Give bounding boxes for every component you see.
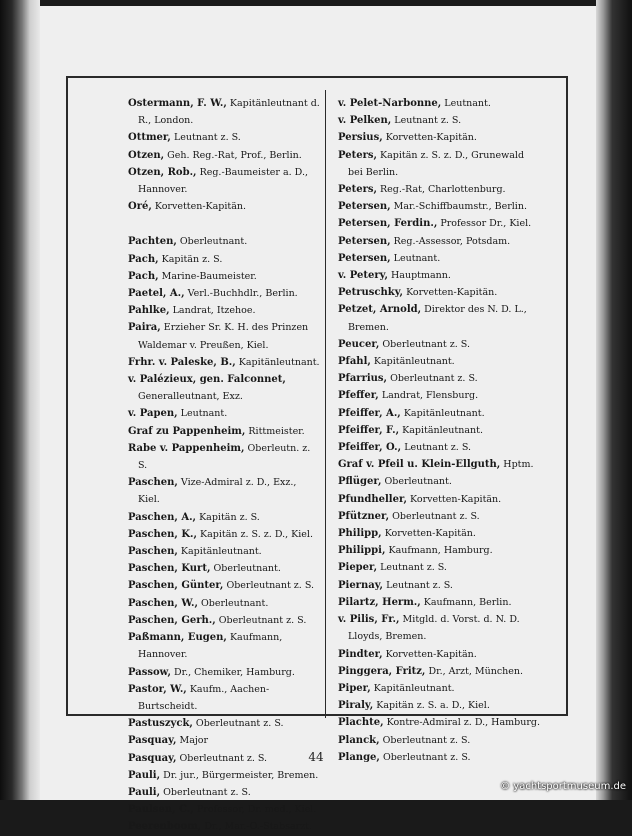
member-name: Peerenboom, [128, 821, 202, 833]
list-item [338, 112, 540, 129]
list-item [128, 664, 321, 681]
member-description: Verl.-Buchhdlr., Berlin. [187, 288, 298, 300]
member-description: Hptm. [503, 459, 534, 471]
member-description: Oberleutnant z. S. [179, 752, 268, 764]
list-item [128, 251, 321, 268]
member-name: Paschen, Kurt, [128, 563, 211, 575]
member-name: Graf v. Pfeil u. Klein-Ellguth, [338, 459, 501, 471]
list-item [338, 301, 540, 335]
member-description: Dr., Mar.-O.-Stabsarzt. [204, 821, 313, 833]
list-item [338, 267, 540, 284]
list-item [338, 456, 540, 473]
member-name: Pfeiffer, F., [338, 424, 400, 436]
member-description: Landrat, Itzehoe. [172, 305, 256, 317]
list-item [338, 732, 540, 749]
member-name: Paschen, Günter, [128, 580, 224, 592]
list-item [338, 697, 540, 714]
member-description: Leutnant z. S. [394, 115, 462, 127]
member-description: Leutnant z. S. [380, 562, 447, 574]
member-name: Piernay, [338, 579, 384, 591]
list-item [128, 818, 321, 835]
member-name: Pfeiffer, A., [338, 407, 401, 419]
member-name: v. Palézieux, gen. Falconnet, [128, 374, 286, 386]
list-item [128, 715, 321, 732]
list-item [338, 542, 540, 559]
list-item [128, 129, 321, 146]
member-name: Paschen, Gerh., [128, 614, 216, 626]
member-name: Otzen, Rob., [128, 166, 197, 178]
member-name: Paschen, [128, 546, 178, 558]
list-item [338, 95, 540, 112]
book-edge-right [596, 0, 632, 800]
list-item [128, 612, 321, 629]
list-item [128, 577, 321, 594]
member-description: Marine-Baumeister. [161, 270, 257, 282]
member-name: Pfeffer, [338, 390, 379, 402]
member-name: Petersen, [338, 201, 391, 213]
member-name: Paschen, W., [128, 597, 198, 609]
list-item [338, 387, 540, 404]
member-name: Pindter, [338, 648, 383, 660]
member-description: Oberleutnant z. S. [390, 373, 478, 385]
member-description: Kaufmann, Hamburg. [388, 545, 493, 557]
member-description: Leutnant. [444, 98, 491, 109]
member-description: Korvetten-Kapitän. [385, 648, 477, 660]
member-name: Pauli, [128, 786, 161, 798]
member-description: Vize-Admiral z. D., Exz., Kiel. [138, 477, 297, 506]
member-name: Pinggera, Fritz, [338, 665, 426, 677]
member-name: v. Pelet-Narbonne, [338, 98, 442, 109]
list-item [338, 250, 540, 267]
member-description: Dr., Arzt, München. [428, 665, 524, 677]
member-description: Erzieher Sr. K. H. des Prinzen Waldemar v. Preußen, Kiel. [138, 322, 309, 351]
member-description: Kapitän z. S. a. D., Kiel. [376, 700, 490, 712]
list-item [128, 543, 321, 560]
member-description: Oberleutnant z. S. [163, 786, 251, 798]
member-name: Philipp, [338, 528, 382, 540]
member-description: Hauptmann. [391, 270, 451, 282]
list-item [338, 353, 540, 370]
member-description: Kapitänleutnant. [402, 424, 483, 436]
member-description: Reg.-Assessor, Potsdam. [393, 235, 511, 247]
list-item [128, 285, 321, 302]
member-name: Ostermann, F. W., [128, 98, 227, 109]
member-name: Pasquay, [128, 735, 177, 747]
member-name: Pfundheller, [338, 493, 407, 505]
member-name: Plachte, [338, 717, 384, 729]
member-description: Oberleutnant. [213, 563, 281, 575]
member-name: Pauli, [128, 769, 161, 781]
member-name: Persius, [338, 132, 383, 144]
member-name: Plange, [338, 751, 380, 763]
member-description: Professor Dr., Kiel. [440, 218, 532, 230]
member-name: Pasquay, [128, 752, 177, 764]
list-item [128, 164, 321, 198]
list-item [338, 714, 540, 731]
column-divider [325, 90, 326, 718]
member-description: Kapitänleutnant. [373, 682, 455, 694]
member-description: Korvetten-Kapitän. [384, 528, 476, 540]
member-name: Pahlke, [128, 305, 170, 317]
list-item [128, 560, 321, 577]
member-description: Oberleutnant z. S. [382, 734, 471, 746]
member-name: Paschen, A., [128, 511, 197, 523]
member-name: Petersen, [338, 235, 391, 247]
member-name: Pfarrius, [338, 373, 388, 385]
member-description: Mitgld. d. Vorst. d. N. D. Lloyds, Bremen. [348, 614, 520, 643]
list-item [128, 767, 321, 784]
member-description: Kaufmann, Berlin. [423, 596, 512, 608]
list-item [128, 405, 321, 422]
member-description: Landrat, Flensburg. [381, 390, 479, 402]
member-name: Paira, [128, 322, 161, 334]
member-description: Kapitänleutnant. [180, 546, 262, 558]
member-description: Dr., Chemiker, Hamburg. [173, 666, 295, 678]
list-item [128, 595, 321, 612]
member-description: Kapitänleutnant. [373, 356, 455, 368]
member-description: Korvetten-Kapitän. [385, 132, 477, 144]
list-item [128, 319, 321, 353]
member-name: Petersen, Ferdin., [338, 218, 438, 230]
member-list-right-column [338, 95, 540, 766]
list-item [338, 473, 540, 490]
member-description: Oberleutnant. [384, 476, 452, 488]
member-name: Planck, [338, 734, 380, 746]
member-description: Reg.-Rat, Charlottenburg. [380, 184, 506, 196]
list-item [338, 680, 540, 697]
member-description: Leutnant z. S. [173, 132, 241, 144]
list-item [128, 681, 321, 715]
member-description: Dr. jur., Bürgermeister, Bremen. [163, 769, 319, 781]
member-name: Pachten, [128, 236, 177, 248]
member-description: Oberleutnant. [200, 597, 269, 609]
member-description: Leutnant z. S. [404, 442, 472, 454]
list-item [338, 559, 540, 576]
list-item [128, 147, 321, 164]
list-item [128, 801, 321, 818]
watermark: © yachtsportmuseum.de [500, 781, 626, 792]
member-name: Petzet, Arnold, [338, 304, 422, 316]
member-description: Direktor des N. D. L., Bremen. [348, 304, 527, 333]
member-name: Peters, [338, 184, 377, 196]
member-name: Pach, [128, 270, 159, 282]
list-item [128, 302, 321, 319]
member-description: Major [179, 735, 209, 747]
member-name: Passow, [128, 666, 171, 678]
member-name: Pfahl, [338, 356, 371, 368]
member-name: Piraly, [338, 700, 374, 712]
list-item [338, 439, 540, 456]
member-name: Petersen, [338, 252, 391, 264]
list-item [338, 508, 540, 525]
member-description: Kapitänleutnant. [238, 356, 320, 368]
list-item [338, 491, 540, 508]
member-name: Paschen, K., [128, 528, 197, 540]
member-name: Philippi, [338, 545, 386, 557]
list-item [338, 405, 540, 422]
member-description: Kapitän z. S. z. D., Grunewald bei Berlin. [348, 149, 525, 178]
member-name: v. Papen, [128, 408, 178, 420]
member-name: Frhr. v. Paleske, B., [128, 356, 236, 368]
member-name: Paschen, [128, 477, 178, 489]
member-name: Peucer, [338, 338, 380, 350]
member-description: Korvetten-Kapitän. [410, 493, 502, 505]
member-name: Oré, [128, 201, 152, 213]
member-name: Ottmer, [128, 132, 171, 144]
member-description: Leutnant. [180, 408, 228, 420]
book-edge-left [0, 0, 40, 800]
list-item [128, 423, 321, 440]
list-item [128, 371, 321, 405]
list-item [128, 784, 321, 801]
list-item [338, 181, 540, 198]
list-item [128, 509, 321, 526]
member-name: Otzen, [128, 149, 165, 161]
member-description: Korvetten-Kapitän. [406, 287, 498, 299]
member-description: Rittmeister. [248, 425, 305, 437]
member-description: Kontre-Admiral z. D., Hamburg. [386, 717, 540, 729]
member-name: Pflüger, [338, 476, 382, 488]
member-name: v. Petery, [338, 270, 388, 282]
member-description: Kapitän z. S. z. D., Kiel. [200, 528, 313, 540]
list-item [128, 732, 321, 749]
member-name: v. Pelken, [338, 115, 392, 127]
member-name: Pfeiffer, O., [338, 442, 402, 454]
member-name: Paetel, A., [128, 288, 185, 300]
list-item [338, 147, 540, 181]
list-item [338, 233, 540, 250]
member-name: Paßmann, Eugen, [128, 632, 227, 644]
list-item [338, 336, 540, 353]
list-item [338, 198, 540, 215]
list-item [338, 577, 540, 594]
list-item [338, 284, 540, 301]
member-description: Kapitän z. S. [161, 253, 223, 265]
member-name: Paulsen, C., [128, 804, 194, 816]
member-description: Korvetten-Kapitän. [154, 201, 247, 213]
member-description: Generalleutnant, Exz. [138, 391, 243, 403]
member-description: Oberleutnant z. S. [218, 614, 307, 626]
member-description: Mar.-Schiffbaumstr., Berlin. [393, 201, 527, 213]
list-item [338, 525, 540, 542]
member-description: Oberleutnant z. S. [226, 580, 315, 592]
member-name: Pastuszyck, [128, 718, 193, 730]
member-name: Pfützner, [338, 510, 390, 522]
list-item [128, 95, 321, 129]
list-item [338, 663, 540, 680]
list-item [128, 440, 321, 474]
member-name: v. Pilis, Fr., [338, 614, 400, 626]
member-description: Reg.-Baumeister a. D., Hannover. [138, 166, 308, 196]
member-name: Piper, [338, 682, 371, 694]
member-description: Kapitän z. S. [199, 511, 260, 523]
member-description: Oberleutnant z. S. [195, 718, 284, 730]
member-description: Kaufm., Aachen-Burtscheidt. [138, 683, 270, 712]
member-description: Leutnant. [393, 252, 441, 264]
list-item [128, 474, 321, 508]
list-item [128, 198, 321, 215]
list-item [128, 268, 321, 285]
member-description: Oberleutnant z. S. [392, 510, 480, 522]
member-description: Geh. Reg.-Rat, Prof., Berlin. [167, 149, 302, 161]
member-description: Professor, Dr. med., Kiel. [196, 804, 317, 816]
list-item [338, 594, 540, 611]
member-name: Pach, [128, 253, 159, 265]
member-description: Oberleutnant z. S. [382, 751, 471, 763]
member-list-left-column [128, 95, 321, 836]
member-name: Pieper, [338, 562, 378, 574]
list-item [338, 370, 540, 387]
list-item [128, 354, 321, 371]
page-number: 44 [308, 750, 324, 764]
member-name: Petruschky, [338, 287, 404, 299]
member-name: Peters, [338, 149, 377, 161]
list-item [338, 215, 540, 232]
member-description: Kaufmann, Hannover. [138, 632, 283, 661]
member-description: Oberleutnant. [179, 236, 248, 248]
member-name: Pastor, W., [128, 683, 187, 695]
member-name: Rabe v. Pappenheim, [128, 442, 245, 454]
list-item [128, 526, 321, 543]
list-item [128, 233, 321, 250]
member-description: Oberleutn. z. S. [138, 442, 311, 472]
member-description: Kapitänleutnant. [403, 407, 485, 419]
member-name: Pilartz, Herm., [338, 596, 421, 608]
member-description: Leutnant z. S. [386, 579, 453, 591]
member-description: Oberleutnant z. S. [382, 338, 470, 350]
list-item [338, 129, 540, 146]
list-item [338, 646, 540, 663]
member-name: Graf zu Pappenheim, [128, 425, 246, 437]
list-item [338, 422, 540, 439]
member-description: Kapitänleutnant d. R., London. [138, 98, 320, 127]
list-item [338, 611, 540, 645]
list-item [128, 629, 321, 663]
